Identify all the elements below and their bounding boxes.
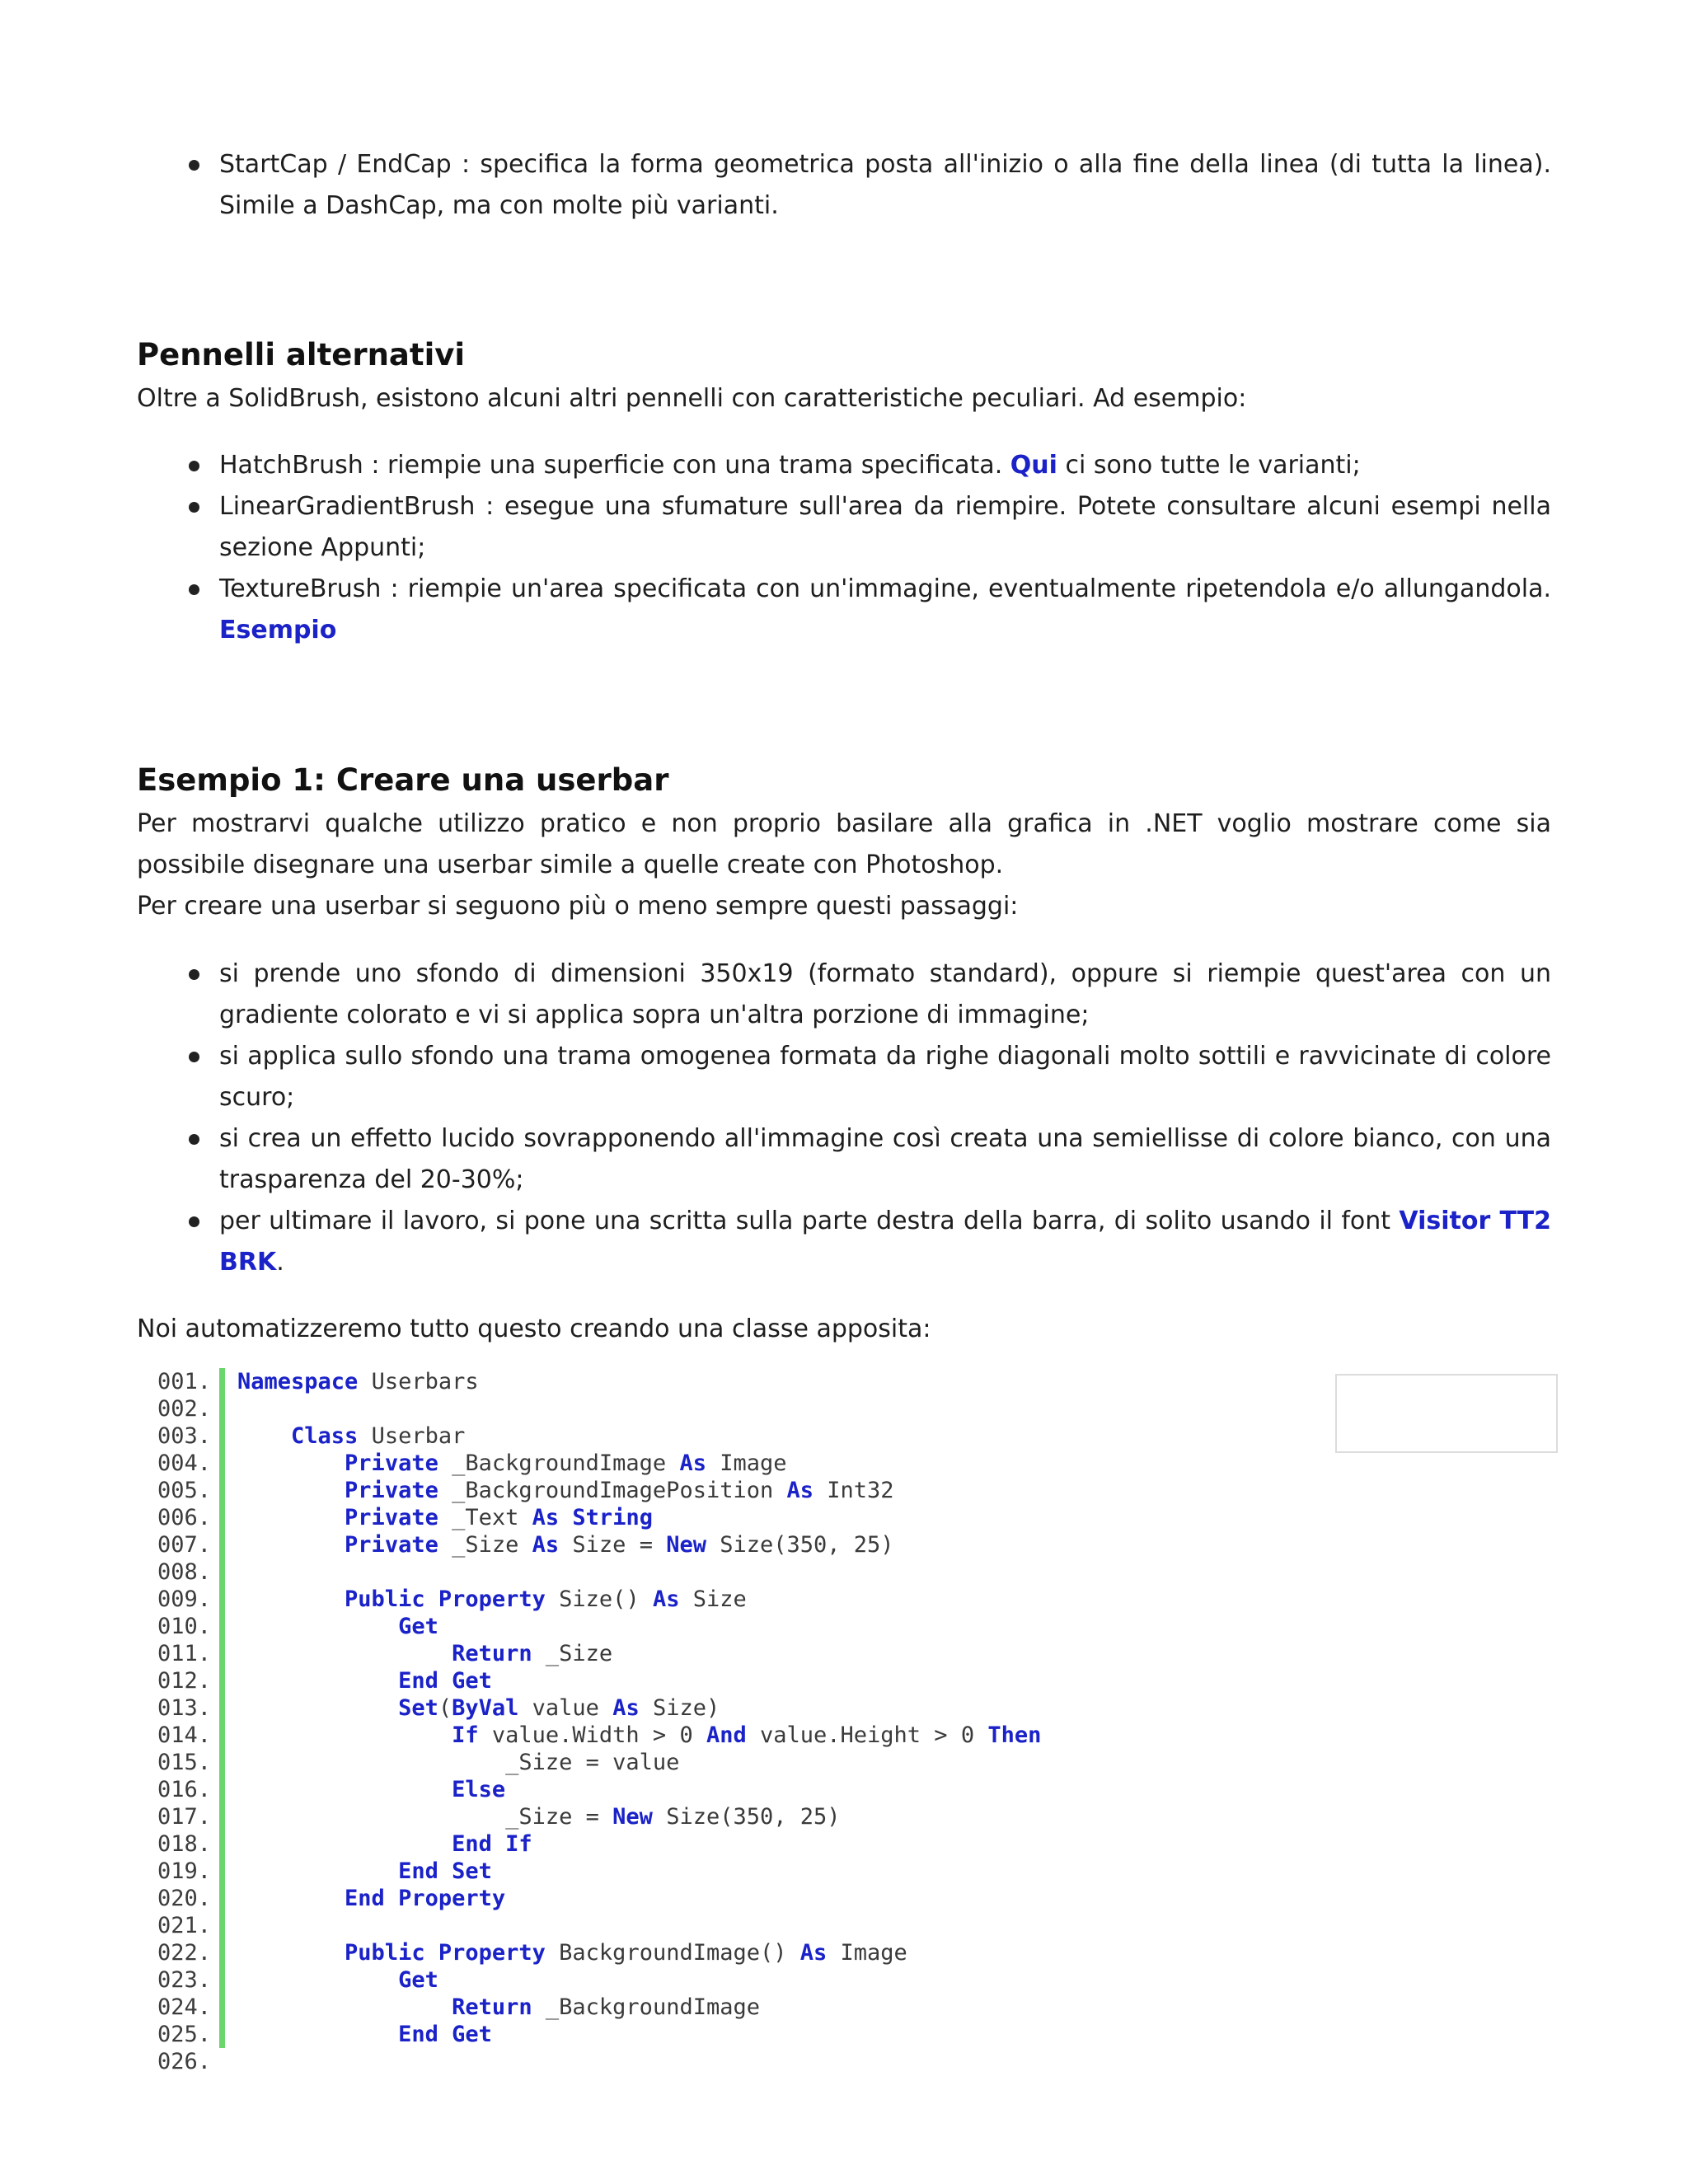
code-source: [237, 1586, 747, 1613]
list-item-term: TextureBrush: [219, 574, 382, 603]
code-gutter-marker: [219, 1667, 225, 1694]
code-text: _Size =: [237, 1804, 613, 1830]
code-gutter-marker: [219, 1558, 225, 1586]
code-line: [140, 1858, 1558, 1885]
code-text: (: [438, 1695, 452, 1721]
line-number: 005.: [157, 1478, 211, 1503]
list-item: [137, 1118, 1551, 1201]
code-text: [425, 1940, 438, 1966]
code-keyword: Public: [345, 1586, 425, 1612]
code-text: [237, 1940, 345, 1966]
code-keyword: Set: [452, 1858, 492, 1884]
code-keyword: Set: [398, 1695, 438, 1721]
code-text: Size(): [545, 1586, 653, 1612]
example-paragraph-2: Per creare una userbar si seguono più o meno sempre questi passaggi:: [137, 892, 1019, 921]
code-line: [140, 2021, 1558, 2048]
code-keyword: Get: [452, 2022, 492, 2047]
code-keyword: Return: [452, 1994, 532, 2020]
code-keyword: Private: [345, 1532, 438, 1558]
line-number: 012.: [157, 1668, 211, 1694]
code-keyword: String: [572, 1505, 653, 1530]
code-keyword: As: [532, 1532, 560, 1558]
example-closing: Noi automatizzeremo tutto questo creando una classe apposita:: [137, 1315, 931, 1343]
code-keyword: As: [652, 1586, 680, 1612]
code-keyword: As: [799, 1940, 828, 1966]
code-keyword: Property: [438, 1940, 546, 1966]
code-line: [140, 1776, 1558, 1803]
code-text: [438, 2022, 452, 2047]
code-source: [237, 1640, 612, 1667]
list-item-text: : esegue una sfumature sull'area da riempire. Potete consultare alcuni esempi nella sezione Appunti;: [219, 492, 1551, 562]
code-text: [237, 1614, 398, 1639]
line-number: 006.: [157, 1505, 211, 1530]
code-source: [237, 1885, 505, 1912]
code-keyword: Property: [398, 1886, 506, 1911]
code-keyword: If: [452, 1722, 479, 1748]
code-gutter-marker: [219, 1395, 225, 1422]
code-keyword: End: [398, 1668, 438, 1694]
line-number: 004.: [157, 1451, 211, 1476]
code-keyword: Else: [452, 1777, 506, 1802]
code-line: [140, 1694, 1558, 1722]
code-line: [140, 1368, 1558, 1395]
code-text: _BackgroundImage: [532, 1994, 760, 2020]
code-line: [140, 1966, 1558, 1994]
line-number: 022.: [157, 1940, 211, 1966]
code-source: [237, 1667, 492, 1694]
code-source: [237, 1422, 465, 1450]
list-item: [137, 954, 1551, 1036]
code-source: [237, 1749, 679, 1776]
code-text: _Size: [438, 1532, 532, 1558]
section-title-example: Esempio 1: Creare una userbar: [137, 762, 669, 798]
list-item-text: : specifica la forma geometrica posta all'inizio o alla fine della linea (di tutta la linea). Simile a DashCap, ma con molte più varianti.: [219, 150, 1551, 220]
code-text: [559, 1505, 572, 1530]
code-gutter-marker: [219, 1368, 225, 1395]
code-line: [140, 1885, 1558, 1912]
visitor-font-link[interactable]: Visitor TT2 BRK: [219, 1207, 1551, 1277]
list-item-text: .: [276, 1248, 284, 1277]
line-number: 008.: [157, 1559, 211, 1585]
code-keyword: Namespace: [237, 1369, 359, 1394]
code-line: [140, 1640, 1558, 1667]
line-number: 009.: [157, 1586, 211, 1612]
line-number: 002.: [157, 1396, 211, 1422]
code-keyword: Private: [345, 1451, 438, 1476]
code-text: Image: [827, 1940, 907, 1966]
list-item: [137, 486, 1551, 569]
code-gutter-marker: [219, 1504, 225, 1531]
code-gutter-marker: [219, 1640, 225, 1667]
code-text: Size(350, 25): [652, 1804, 841, 1830]
code-text: [237, 1722, 452, 1748]
line-number: 020.: [157, 1886, 211, 1911]
code-text: Image: [706, 1451, 787, 1476]
code-line: [140, 1722, 1558, 1749]
list-item-text: ci sono tutte le varianti;: [1057, 451, 1361, 480]
code-text: [237, 1641, 452, 1666]
code-line: [140, 1450, 1558, 1477]
code-text: Size): [639, 1695, 720, 1721]
list-item-text: : riempie un'area specificata con un'immagine, eventualmente ripetendola e/o allungandola.: [381, 574, 1551, 603]
code-keyword: As: [612, 1695, 640, 1721]
code-text: [237, 1695, 398, 1721]
code-text: _BackgroundImage: [438, 1451, 680, 1476]
list-item: [137, 1201, 1551, 1283]
code-keyword: Return: [452, 1641, 532, 1666]
code-text: [237, 1831, 452, 1857]
code-line: [140, 1939, 1558, 1966]
code-line: [140, 1830, 1558, 1858]
code-source: [237, 1477, 894, 1504]
list-item-text: si applica sullo sfondo una trama omogenea formata da righe diagonali molto sottili e ravvicinate di colore scuro;: [219, 1042, 1551, 1112]
code-gutter-marker: [219, 1885, 225, 1912]
code-keyword: As: [532, 1505, 560, 1530]
code-keyword: New: [612, 1804, 653, 1830]
code-line: [140, 1395, 1558, 1422]
line-number: 017.: [157, 1804, 211, 1830]
code-line: [140, 1504, 1558, 1531]
code-keyword: Public: [345, 1940, 425, 1966]
code-keyword: And: [706, 1722, 747, 1748]
list-item: [137, 1036, 1551, 1118]
code-source: [237, 1504, 653, 1531]
code-text: _Size = value: [237, 1750, 680, 1775]
code-text: value: [518, 1695, 613, 1721]
code-text: Size(350, 25): [706, 1532, 894, 1558]
code-gutter-marker: [219, 1912, 225, 1939]
section-title-brushes: Pennelli alternativi: [137, 337, 466, 373]
code-text: [237, 1586, 345, 1612]
code-source: [237, 1803, 841, 1830]
code-keyword: As: [679, 1451, 706, 1476]
line-number: 021.: [157, 1913, 211, 1938]
code-line: [140, 1477, 1558, 1504]
code-text: [237, 1858, 398, 1884]
code-text: [237, 1777, 452, 1802]
code-gutter-marker: [219, 1694, 225, 1722]
code-line: [140, 1912, 1558, 1939]
code-keyword: Get: [452, 1668, 492, 1694]
list-item-text: si crea un effetto lucido sovrapponendo all'immagine così creata una semiellisse di colore bianco, con una trasparenza del 20-30%;: [219, 1124, 1551, 1194]
code-gutter-marker: [219, 1531, 225, 1558]
list-item: [137, 445, 1551, 486]
code-source: [237, 2021, 492, 2048]
code-block: [140, 1368, 1558, 2077]
code-source: [237, 1450, 787, 1477]
code-source: [237, 1613, 438, 1640]
code-line: [140, 1558, 1558, 1586]
code-line: [140, 1803, 1558, 1830]
brushes-intro: Oltre a SolidBrush, esistono alcuni altri pennelli con caratteristiche peculiari. Ad esempio:: [137, 384, 1247, 413]
code-source: [237, 1994, 760, 2021]
code-text: [237, 1532, 345, 1558]
list-item-term: HatchBrush: [219, 451, 363, 480]
code-line: [140, 1586, 1558, 1613]
code-text: Userbar: [358, 1423, 466, 1449]
code-line: [140, 1749, 1558, 1776]
code-text: BackgroundImage(): [545, 1940, 800, 1966]
code-gutter-marker: [219, 1966, 225, 1994]
code-source: [237, 1531, 894, 1558]
code-gutter-marker: [219, 1858, 225, 1885]
code-keyword: End: [398, 2022, 438, 2047]
code-text: [237, 2022, 398, 2047]
code-gutter-marker: [219, 1830, 225, 1858]
code-keyword: Class: [291, 1423, 359, 1449]
code-source: [237, 1694, 720, 1722]
code-keyword: As: [786, 1478, 814, 1503]
line-number: 023.: [157, 1967, 211, 1993]
code-source: [237, 1368, 479, 1395]
userbar-steps-list: [137, 954, 1551, 1283]
code-keyword: Get: [398, 1967, 438, 1993]
code-gutter-marker: [219, 1586, 225, 1613]
code-keyword: Then: [987, 1722, 1042, 1748]
code-source: [237, 1939, 907, 1966]
line-number: 014.: [157, 1722, 211, 1748]
code-keyword: New: [666, 1532, 706, 1558]
line-number: 026.: [157, 2049, 211, 2074]
line-number: 015.: [157, 1750, 211, 1775]
code-gutter-marker: [219, 1722, 225, 1749]
code-keyword: End: [398, 1858, 438, 1884]
code-text: [385, 1886, 398, 1911]
line-number: 001.: [157, 1369, 211, 1394]
code-source: [237, 1858, 492, 1885]
line-number: 011.: [157, 1641, 211, 1666]
code-text: [237, 1994, 452, 2020]
code-text: [438, 1858, 452, 1884]
code-text: _BackgroundImagePosition: [438, 1478, 787, 1503]
code-keyword: End: [452, 1831, 492, 1857]
list-item-text: : riempie una superficie con una trama specificata.: [363, 451, 1010, 480]
code-line: [140, 1422, 1558, 1450]
list-item-term: StartCap / EndCap: [219, 150, 452, 179]
qui-link[interactable]: Qui: [1010, 451, 1057, 480]
code-text: value.Width > 0: [478, 1722, 706, 1748]
list-item: [137, 144, 1551, 227]
capstyle-list: [137, 144, 1551, 227]
line-number: 007.: [157, 1532, 211, 1558]
code-source: [237, 1776, 505, 1803]
code-source: [237, 1966, 438, 1994]
code-gutter-marker: [219, 1450, 225, 1477]
code-text: _Size: [532, 1641, 613, 1666]
code-text: Userbars: [358, 1369, 479, 1394]
code-keyword: ByVal: [452, 1695, 519, 1721]
esempio-link[interactable]: Esempio: [219, 616, 337, 644]
line-number: 019.: [157, 1858, 211, 1884]
code-gutter-marker: [219, 2021, 225, 2048]
code-keyword: Get: [398, 1614, 438, 1639]
list-item-text: per ultimare il lavoro, si pone una scritta sulla parte destra della barra, di solito usando il font: [219, 1207, 1400, 1235]
code-gutter-marker: [219, 1994, 225, 2021]
code-keyword: Property: [438, 1586, 546, 1612]
brushes-list: [137, 445, 1551, 651]
code-gutter-marker: [219, 1477, 225, 1504]
code-gutter-marker: [219, 1749, 225, 1776]
code-keyword: Private: [345, 1505, 438, 1530]
code-gutter-marker: [219, 1803, 225, 1830]
line-number: 024.: [157, 1994, 211, 2020]
code-gutter-marker: [219, 1939, 225, 1966]
line-number: 013.: [157, 1695, 211, 1721]
code-source: [237, 1830, 532, 1858]
list-item: [137, 569, 1551, 651]
code-line: [140, 2048, 1558, 2075]
code-text: [492, 1831, 505, 1857]
code-text: [237, 1478, 345, 1503]
code-text: [237, 1886, 345, 1911]
code-text: [237, 1967, 398, 1993]
code-text: Size =: [559, 1532, 667, 1558]
code-text: [237, 1451, 345, 1476]
code-text: Size: [679, 1586, 747, 1612]
line-number: 016.: [157, 1777, 211, 1802]
code-text: [438, 1668, 452, 1694]
code-text: [237, 1423, 291, 1449]
code-keyword: Private: [345, 1478, 438, 1503]
code-line: [140, 1613, 1558, 1640]
code-text: value.Height > 0: [746, 1722, 988, 1748]
code-source: [237, 1722, 1041, 1749]
code-gutter-marker: [219, 1422, 225, 1450]
code-gutter-marker: [219, 1776, 225, 1803]
line-number: 018.: [157, 1831, 211, 1857]
list-item-text: si prende uno sfondo di dimensioni 350x19 (formato standard), oppure si riempie quest'area con un gradiente colorato e vi si applica sopra un'altra porzione di immagine;: [219, 959, 1551, 1029]
list-item-term: LinearGradientBrush: [219, 492, 476, 521]
code-keyword: If: [505, 1831, 532, 1857]
code-keyword: End: [345, 1886, 385, 1911]
code-line: [140, 1667, 1558, 1694]
code-text: [425, 1586, 438, 1612]
code-text: [237, 1505, 345, 1530]
line-number: 025.: [157, 2022, 211, 2047]
code-text: _Text: [438, 1505, 532, 1530]
code-line: [140, 1531, 1558, 1558]
code-gutter-marker: [219, 1613, 225, 1640]
line-number: 003.: [157, 1423, 211, 1449]
example-paragraph-1: Per mostrarvi qualche utilizzo pratico e non proprio basilare alla grafica in .NET voglio mostrare come sia possibile disegnare una userbar simile a quelle create con Photoshop.: [137, 809, 1551, 879]
code-text: Int32: [814, 1478, 894, 1503]
code-line: [140, 1994, 1558, 2021]
line-number: 010.: [157, 1614, 211, 1639]
code-text: [237, 1668, 398, 1694]
